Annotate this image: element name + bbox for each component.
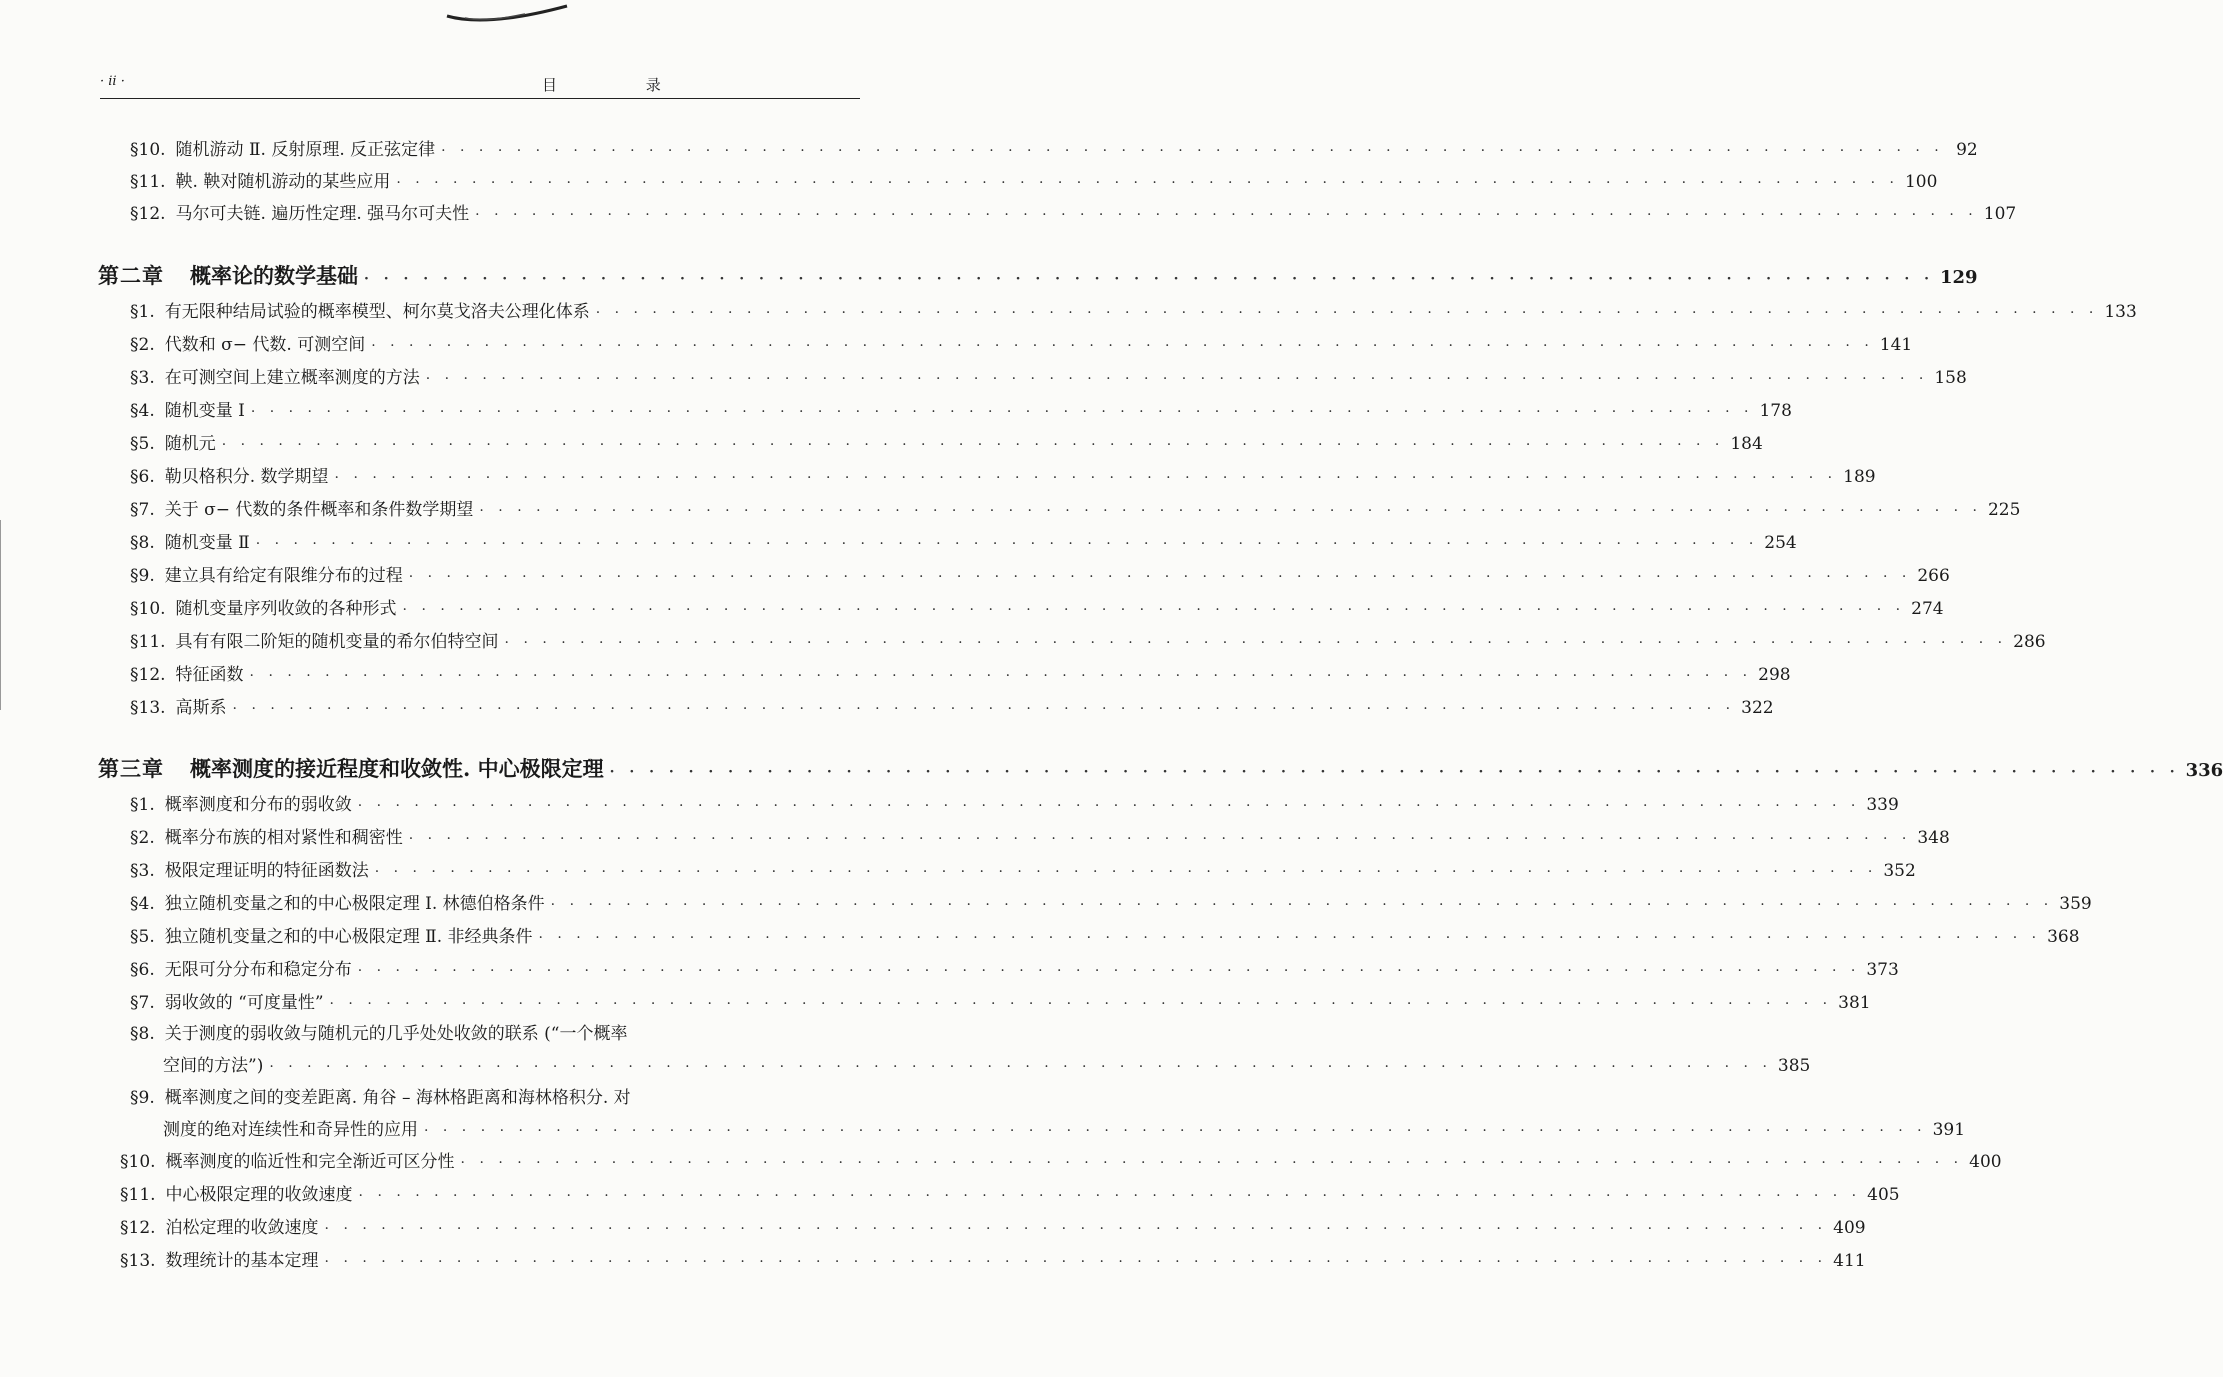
section-title-continued: 测度的绝对连续性和奇异性的应用 (163, 1120, 418, 1140)
page-number: 107 (1983, 204, 2017, 224)
section-title: 特征函数 (175, 665, 244, 685)
section-number: §7. (130, 993, 155, 1013)
page-number: 266 (1917, 566, 1950, 586)
dot-leader: · · · · · · · · · · · · · · · · · · · · · · · · · · · · · · · · · · · · · · · · · · · · · · · · · · · · · · · · · · · · · · · · · · · · · · · · · · · · · · · · (334, 470, 1838, 486)
page-number: 409 (1833, 1218, 1866, 1238)
page-number: 352 (1883, 861, 1916, 881)
dot-leader: · · · · · · · · · · · · · · · · · · · · · · · · · · · · · · · · · · · · · · · · · · · · · · · · · · · · · · · · · · · · · · · · · · · · · · · · · · · · · · · · (595, 305, 2099, 321)
section-title: 概率分布族的相对紧性和稠密性 (164, 828, 403, 848)
chapter-number: 第二章 (98, 263, 164, 288)
section-number: §11. (130, 172, 166, 192)
section-number: §11. (120, 1185, 156, 1205)
section-number: §1. (130, 302, 155, 322)
section-number: §12. (120, 1218, 156, 1238)
toc-entry[interactable] (120, 1148, 2002, 1176)
dot-leader: · · · · · · · · · · · · · · · · · · · · · · · · · · · · · · · · · · · · · · · · · · · · · · · · · · · · · · · · · · · · · · · · · · · · · · · · · · · · · · · · (479, 503, 1982, 519)
section-number: §3. (130, 861, 155, 881)
section-title: 中心极限定理的收敛速度 (165, 1185, 353, 1205)
dot-leader: · · · · · · · · · · · · · · · · · · · · · · · · · · · · · · · · · · · · · · · · · · · · · · · · · · · · · · · · · · · · · · · · · · · · · · · · · · · · · · · · (609, 764, 2180, 780)
toc-entry[interactable] (130, 595, 1944, 623)
toc-entry[interactable] (130, 496, 2021, 524)
section-number: §5. (130, 927, 155, 947)
section-title: 随机变量 Ⅱ (164, 533, 250, 553)
toc-entry[interactable] (130, 1084, 858, 1112)
section-title: 在可测空间上建立概率测度的方法 (164, 368, 420, 388)
toc-entry-continuation[interactable] (163, 1116, 1966, 1144)
dot-leader: · · · · · · · · · · · · · · · · · · · · · · · · · · · · · · · · · · · · · · · · · · · · · · · · · · · · · · · · · · · · · · · · · · · · · · · · · · · · · · · · (408, 831, 1912, 847)
page-number: 400 (1969, 1152, 2002, 1172)
section-number: §2. (130, 335, 155, 355)
section-number: §5. (130, 434, 155, 454)
toc-entry[interactable] (130, 956, 1899, 984)
page-number: 381 (1838, 993, 1871, 1013)
dot-leader: · · · · · · · · · · · · · · · · · · · · · · · · · · · · · · · · · · · · · · · · · · · · · · · · · · · · · · · · · · · · · · · · · · · · · · · · · · · · · · · · (358, 1188, 1862, 1204)
dot-leader: · · · · · · · · · · · · · · · · · · · · · · · · · · · · · · · · · · · · · · · · · · · · · · · · · · · · · · · · · · · · · · · · · · · · · · · · · · · · · · · · (269, 1059, 1772, 1075)
section-title: 数理统计的基本定理 (165, 1251, 319, 1271)
header-page-number: · ii · (100, 74, 125, 89)
toc-entry[interactable] (130, 628, 2046, 656)
dot-leader: · · · · · · · · · · · · · · · · · · · · · · · · · · · · · · · · · · · · · · · · · · · · · · · · · · · · · · · · · · · · · · · · · · · · · · · · · · · · · · · · (408, 569, 1912, 585)
toc-chapter-entry[interactable] (98, 262, 1978, 290)
section-number: §9. (130, 1088, 155, 1108)
page-number: 405 (1867, 1185, 1900, 1205)
toc-entry[interactable] (130, 364, 1967, 392)
toc-entry[interactable] (130, 694, 1774, 722)
section-title: 马尔可夫链. 遍历性定理. 强马尔可夫性 (175, 204, 470, 224)
toc-entry[interactable] (130, 923, 2080, 951)
page-number: 274 (1911, 599, 1944, 619)
dot-leader: · · · · · · · · · · · · · · · · · · · · · · · · · · · · · · · · · · · · · · · · · · · · · · · · · · · · · · · · · · · · · · · · · · · · · · · · · · · · · · · · (441, 143, 1944, 159)
section-title: 极限定理证明的特征函数法 (164, 861, 369, 881)
section-title: 关于测度的弱收敛与随机元的几乎处处收敛的联系 (“一个概率 (164, 1024, 628, 1044)
toc-entry[interactable] (130, 890, 2092, 918)
page-number: 184 (1730, 434, 1763, 454)
section-number: §10. (130, 599, 166, 619)
page-number: 286 (2013, 632, 2046, 652)
dot-leader: · · · · · · · · · · · · · · · · · · · · · · · · · · · · · · · · · · · · · · · · · · · · · · · · · · · · · · · · · · · · · · · · · · · · · · · · · · · · · · · · (371, 338, 1874, 354)
section-title: 有无限种结局试验的概率模型、柯尔莫戈洛夫公理化体系 (164, 302, 590, 322)
toc-chapter-entry[interactable] (98, 755, 2223, 783)
section-title: 建立具有给定有限维分布的过程 (164, 566, 403, 586)
toc-entry[interactable] (130, 824, 1950, 852)
toc-entry[interactable] (130, 298, 2137, 326)
page-number: 178 (1759, 401, 1792, 421)
toc-entry-continuation[interactable] (163, 1052, 1811, 1080)
section-title: 关于 σ− 代数的条件概率和条件数学期望 (164, 500, 474, 520)
section-number: §10. (120, 1152, 156, 1172)
page-number: 385 (1777, 1056, 1811, 1076)
dot-leader: · · · · · · · · · · · · · · · · · · · · · · · · · · · · · · · · · · · · · · · · · · · · · · · · · · · · · · · · · · · · · · · · · · · · · · · · · · · · · · · · (250, 404, 1754, 420)
page-number: 225 (1987, 500, 2021, 520)
section-number: §12. (130, 665, 166, 685)
toc-entry[interactable] (130, 168, 1938, 196)
toc-entry[interactable] (120, 1214, 1866, 1242)
toc-entry[interactable] (130, 562, 1950, 590)
page-number: 92 (1956, 140, 1978, 160)
page-number: 141 (1879, 335, 1913, 355)
section-number: §8. (130, 1024, 155, 1044)
section-title: 独立随机变量之和的中心极限定理 I. 林德伯格条件 (164, 894, 545, 914)
section-number: §11. (130, 632, 166, 652)
section-number: §4. (130, 401, 155, 421)
dot-leader: · · · · · · · · · · · · · · · · · · · · · · · · · · · · · · · · · · · · · · · · · · · · · · · · · · · · · · · · · · · · · · · · · · · · · · · · · · · · · · · · (249, 668, 1753, 684)
dot-leader: · · · · · · · · · · · · · · · · · · · · · · · · · · · · · · · · · · · · · · · · · · · · · · · · · · · · · · · · · · · · · · · · · · · · · · · · · · · · · · · · (550, 897, 2054, 913)
page-number: 411 (1833, 1251, 1866, 1271)
toc-entry[interactable] (130, 857, 1916, 885)
dot-leader: · · · · · · · · · · · · · · · · · · · · · · · · · · · · · · · · · · · · · · · · · · · · · · · · · · · · · · · · · · · · · · · · · · · · · · · · · · · · · · · · (324, 1254, 1828, 1270)
section-number: §13. (130, 698, 166, 718)
section-title: 随机元 (164, 434, 216, 454)
header-title: 目 录 (542, 76, 703, 94)
toc-entry[interactable] (130, 397, 1792, 425)
page-number: 133 (2104, 302, 2137, 322)
section-number: §9. (130, 566, 155, 586)
dot-leader: · · · · · · · · · · · · · · · · · · · · · · · · · · · · · · · · · · · · · · · · · · · · · · · · · · · · · · · · · · · · · · · · · · · · · · · · · · · · · · · · (460, 1155, 1964, 1171)
toc-entry[interactable] (130, 989, 1871, 1017)
page-number: 189 (1843, 467, 1876, 487)
dot-leader: · · · · · · · · · · · · · · · · · · · · · · · · · · · · · · · · · · · · · · · · · · · · · · · · · · · · · · · · · · · · · · · · · · · · · · · · · · · · · · · · (425, 371, 1929, 387)
page-number: 339 (1866, 795, 1899, 815)
chapter-title: 概率论的数学基础 (190, 263, 358, 288)
section-number: §1. (130, 795, 155, 815)
dot-leader: · · · · · · · · · · · · · · · · · · · · · · · · · · · · · · · · · · · · · · · · · · · · · · · · · · · · · · · · · · · · · · · · · · · · · · · · · · · · · · · · (538, 930, 2042, 946)
dot-leader: · · · · · · · · · · · · · · · · · · · · · · · · · · · · · · · · · · · · · · · · · · · · · · · · · · · · · · · · · · · · · · · · · · · · · · · · · · · · · · · · (374, 864, 1878, 880)
dot-leader: · · · · · · · · · · · · · · · · · · · · · · · · · · · · · · · · · · · · · · · · · · · · · · · · · · · · · · · · · · · · · · · · · · · · · · · · · · · · · · · · (396, 175, 1899, 191)
chapter-number: 第三章 (98, 756, 164, 781)
page-number: 158 (1934, 368, 1967, 388)
section-title: 弱收敛的 “可度量性” (164, 993, 324, 1013)
section-title: 代数和 σ− 代数. 可测空间 (164, 335, 366, 355)
dot-leader: · · · · · · · · · · · · · · · · · · · · · · · · · · · · · · · · · · · · · · · · · · · · · · · · · · · · · · · · · · · · · · · · · · · · · · · · · · · · · · · · (255, 536, 1759, 552)
page-number: 348 (1917, 828, 1950, 848)
toc-entry[interactable] (130, 331, 1913, 359)
section-number: §12. (130, 204, 166, 224)
dot-leader: · · · · · · · · · · · · · · · · · · · · · · · · · · · · · · · · · · · · · · · · · · · · · · · · · · · · · · · · · · · · · · · · · · · · · · · · · · · · · · · · (329, 996, 1833, 1012)
section-title: 具有有限二阶矩的随机变量的希尔伯特空间 (175, 632, 499, 652)
toc-entry[interactable] (130, 1020, 858, 1048)
page-number: 129 (1939, 267, 1978, 288)
section-title: 无限可分分布和稳定分布 (164, 960, 352, 980)
section-number: §13. (120, 1251, 156, 1271)
dot-leader: · · · · · · · · · · · · · · · · · · · · · · · · · · · · · · · · · · · · · · · · · · · · · · · · · · · · · · · · · · · · · · · · · · · · · · · · · · · · · · · · (324, 1221, 1828, 1237)
page-number: 391 (1932, 1120, 1966, 1140)
dot-leader: · · · · · · · · · · · · · · · · · · · · · · · · · · · · · · · · · · · · · · · · · · · · · · · · · · · · · · · · · · · · · · · · · · · · · · · · · · · · · · · · (475, 207, 1978, 223)
chapter-title: 概率测度的接近程度和收敛性. 中心极限定理 (190, 756, 604, 781)
section-title: 随机变量序列收敛的各种形式 (175, 599, 397, 619)
section-number: §6. (130, 960, 155, 980)
section-title: 鞅. 鞅对随机游动的某些应用 (175, 172, 391, 192)
page-number: 100 (1904, 172, 1938, 192)
section-number: §6. (130, 467, 155, 487)
page-number: 322 (1741, 698, 1774, 718)
section-number: §3. (130, 368, 155, 388)
section-title: 勒贝格积分. 数学期望 (164, 467, 329, 487)
toc-entry[interactable] (130, 430, 1763, 458)
section-title: 泊松定理的收敛速度 (165, 1218, 319, 1238)
section-title-continued: 空间的方法”) (163, 1056, 264, 1076)
toc-entry[interactable] (130, 200, 2017, 228)
toc-entry[interactable] (130, 136, 1978, 164)
section-title: 概率测度的临近性和完全渐近可区分性 (165, 1152, 455, 1172)
page-number: 336 (2185, 760, 2223, 781)
page-number: 368 (2047, 927, 2080, 947)
section-number: §2. (130, 828, 155, 848)
dot-leader: · · · · · · · · · · · · · · · · · · · · · · · · · · · · · · · · · · · · · · · · · · · · · · · · · · · · · · · · · · · · · · · · · · · · · · · · · · · · · · · · (357, 963, 1861, 979)
dot-leader: · · · · · · · · · · · · · · · · · · · · · · · · · · · · · · · · · · · · · · · · · · · · · · · · · · · · · · · · · · · · · · · · · · · · · · · · · · · · · · · · (357, 798, 1861, 814)
section-number: §7. (130, 500, 155, 520)
dot-leader: · · · · · · · · · · · · · · · · · · · · · · · · · · · · · · · · · · · · · · · · · · · · · · · · · · · · · · · · · · · · · · · · · · · · · · · · · · · · · · · · (504, 635, 2008, 651)
dot-leader: · · · · · · · · · · · · · · · · · · · · · · · · · · · · · · · · · · · · · · · · · · · · · · · · · · · · · · · · · · · · · · · · · · · · · · · · · · · · · · · · (232, 701, 1736, 717)
dot-leader: · · · · · · · · · · · · · · · · · · · · · · · · · · · · · · · · · · · · · · · · · · · · · · · · · · · · · · · · · · · · · · · · · · · · · · · · · · · · · · · · (402, 602, 1906, 618)
dot-leader: · · · · · · · · · · · · · · · · · · · · · · · · · · · · · · · · · · · · · · · · · · · · · · · · · · · · · · · · · · · · · · · · · · · · · · · · · · · · · · · · (364, 271, 1934, 287)
page-number: 359 (2059, 894, 2092, 914)
section-title: 高斯系 (175, 698, 227, 718)
section-number: §10. (130, 140, 166, 160)
section-title: 概率测度和分布的弱收敛 (164, 795, 352, 815)
dot-leader: · · · · · · · · · · · · · · · · · · · · · · · · · · · · · · · · · · · · · · · · · · · · · · · · · · · · · · · · · · · · · · · · · · · · · · · · · · · · · · · · (221, 437, 1725, 453)
toc-entry[interactable] (130, 791, 1899, 819)
section-number: §4. (130, 894, 155, 914)
toc-entry[interactable] (130, 661, 1791, 689)
section-title: 随机游动 Ⅱ. 反射原理. 反正弦定律 (175, 140, 436, 160)
section-number: §8. (130, 533, 155, 553)
toc-entry[interactable] (120, 1181, 1900, 1209)
toc-entry[interactable] (130, 529, 1797, 557)
toc-entry[interactable] (130, 463, 1876, 491)
dot-leader: · · · · · · · · · · · · · · · · · · · · · · · · · · · · · · · · · · · · · · · · · · · · · · · · · · · · · · · · · · · · · · · · · · · · · · · · · · · · · · · · (424, 1123, 1927, 1139)
section-title: 独立随机变量之和的中心极限定理 Ⅱ. 非经典条件 (164, 927, 533, 947)
page-number: 254 (1764, 533, 1797, 553)
page-number: 373 (1866, 960, 1899, 980)
toc-entry[interactable] (120, 1247, 1866, 1275)
page-number: 298 (1758, 665, 1791, 685)
section-title: 随机变量 I (164, 401, 245, 421)
section-title: 概率测度之间的变差距离. 角谷 – 海林格距离和海林格积分. 对 (164, 1088, 631, 1108)
